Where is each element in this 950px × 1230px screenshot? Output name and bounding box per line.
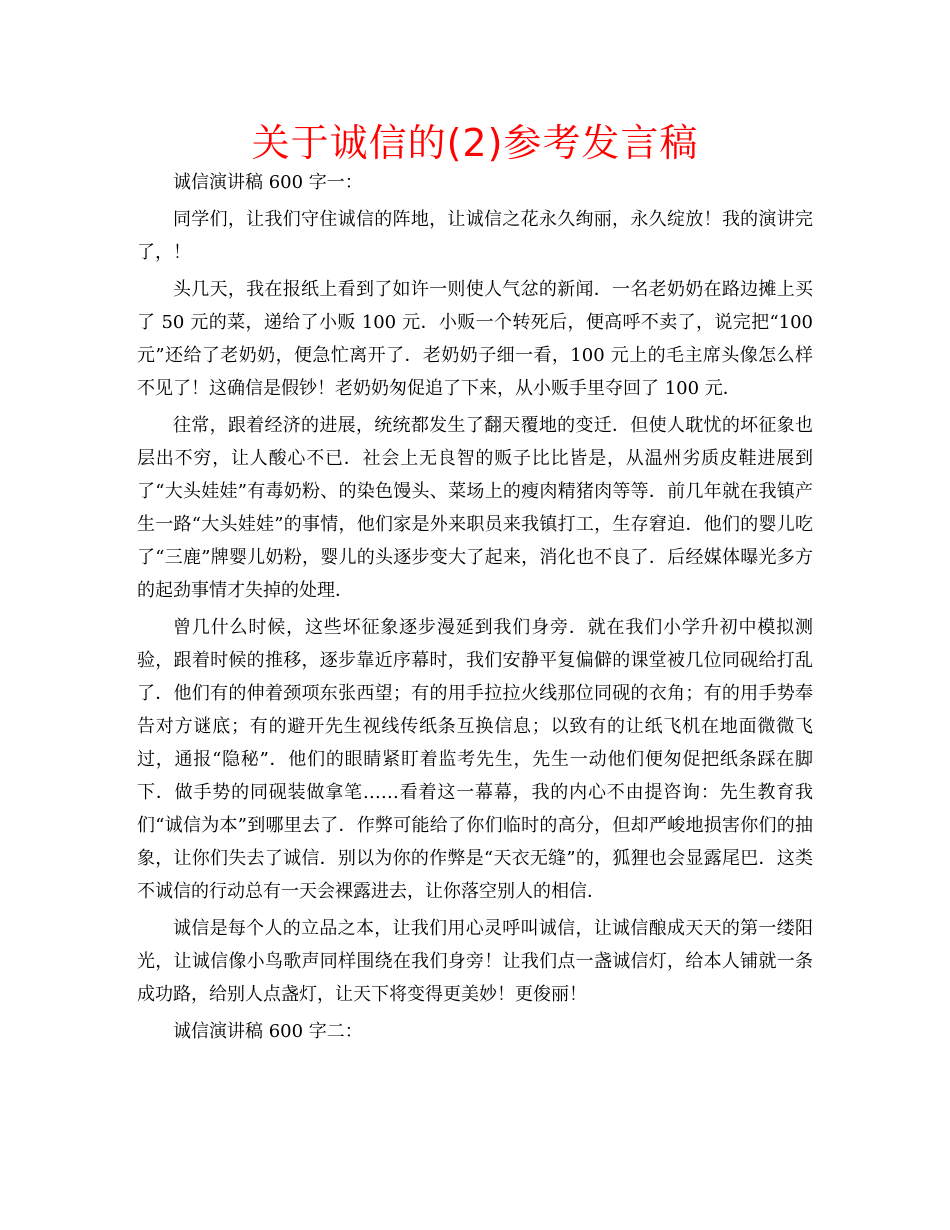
document-body <box>137 166 813 1052</box>
paragraph-1: 同学们，让我们守住诚信的阵地，让诚信之花永久绚丽，永久绽放！我的演讲完了，！ <box>137 209 813 263</box>
paragraph-3: 往常，跟着经济的进展，统统都发生了翻天覆地的变迁．但使人耽忧的坏征象也层出不穷，让人酸心不已．社会上无良智的贩子比比皆是，从温州劣质皮鞋进展到了“大头娃娃”有毒奶粉、的染色馒头、菜场上的瘦肉精猪肉等等．前几年就在我镇产生一路“大头娃娃”的事情，他们家是外来职员来我镇打工，生存窘迫．他们的婴儿吃了“三鹿”牌婴儿奶粉，婴儿的头逐步变大了起来，消化也不良了．后经媒体曝光多方的起劲事情才失掉的处理． <box>137 415 813 601</box>
paragraph-2: 头几天，我在报纸上看到了如许一则使人气忿的新闻．一名老奶奶在路边摊上买了 50 元的菜，递给了小贩 100 元．小贩一个转死后，便高呼不卖了，说完把“100 元”还给了老奶奶，便急忙离开了．老奶奶子细一看，100 元上的毛主席头像怎么样不见了！这确信是假钞！老奶奶匆促追了下来，从小贩手里夺回了 100 元． <box>137 279 813 399</box>
paragraph-4: 曾几什么时候，这些坏征象逐步漫延到我们身旁．就在我们小学升初中模拟测验，跟着时候的推移，逐步靠近序幕时，我们安静平复偏僻的课堂被几位同砚给打乱了．他们有的伸着颈项东张西望；有的用手拉拉火线那位同砚的衣角；有的用手势奉告对方谜底；有的避开先生视线传纸条互换信息；以致有的让纸飞机在地面微微飞过，通报“隐秘”．他们的眼睛紧盯着监考先生，先生一动他们便匆促把纸条踩在脚下．做手势的同砚装做拿笔……看着这一幕幕，我的内心不由提咨询：先生教育我们“诚信为本”到哪里去了．作弊可能给了你们临时的高分，但却严峻地损害你们的抽象，让你们失去了诚信．别以为你的作弊是“天衣无缝”的，狐狸也会显露尾巴．这类不诚信的行动总有一天会裸露进去，让你落空别人的相信． <box>137 617 813 902</box>
paragraph-5: 诚信是每个人的立品之本，让我们用心灵呼叫诚信，让诚信酿成天天的第一缕阳光，让诚信像小鸟歌声同样围绕在我们身旁！让我们点一盏诚信灯，给本人铺就一条成功路，给别人点盏灯，让天下将变得更美妙！更俊丽！ <box>137 918 813 1005</box>
section-heading-2: 诚信演讲稿 600 字二： <box>173 1021 363 1042</box>
section-heading-1: 诚信演讲稿 600 字一： <box>173 172 363 193</box>
document-title: 关于诚信的(2)参考发言稿 <box>251 121 699 165</box>
